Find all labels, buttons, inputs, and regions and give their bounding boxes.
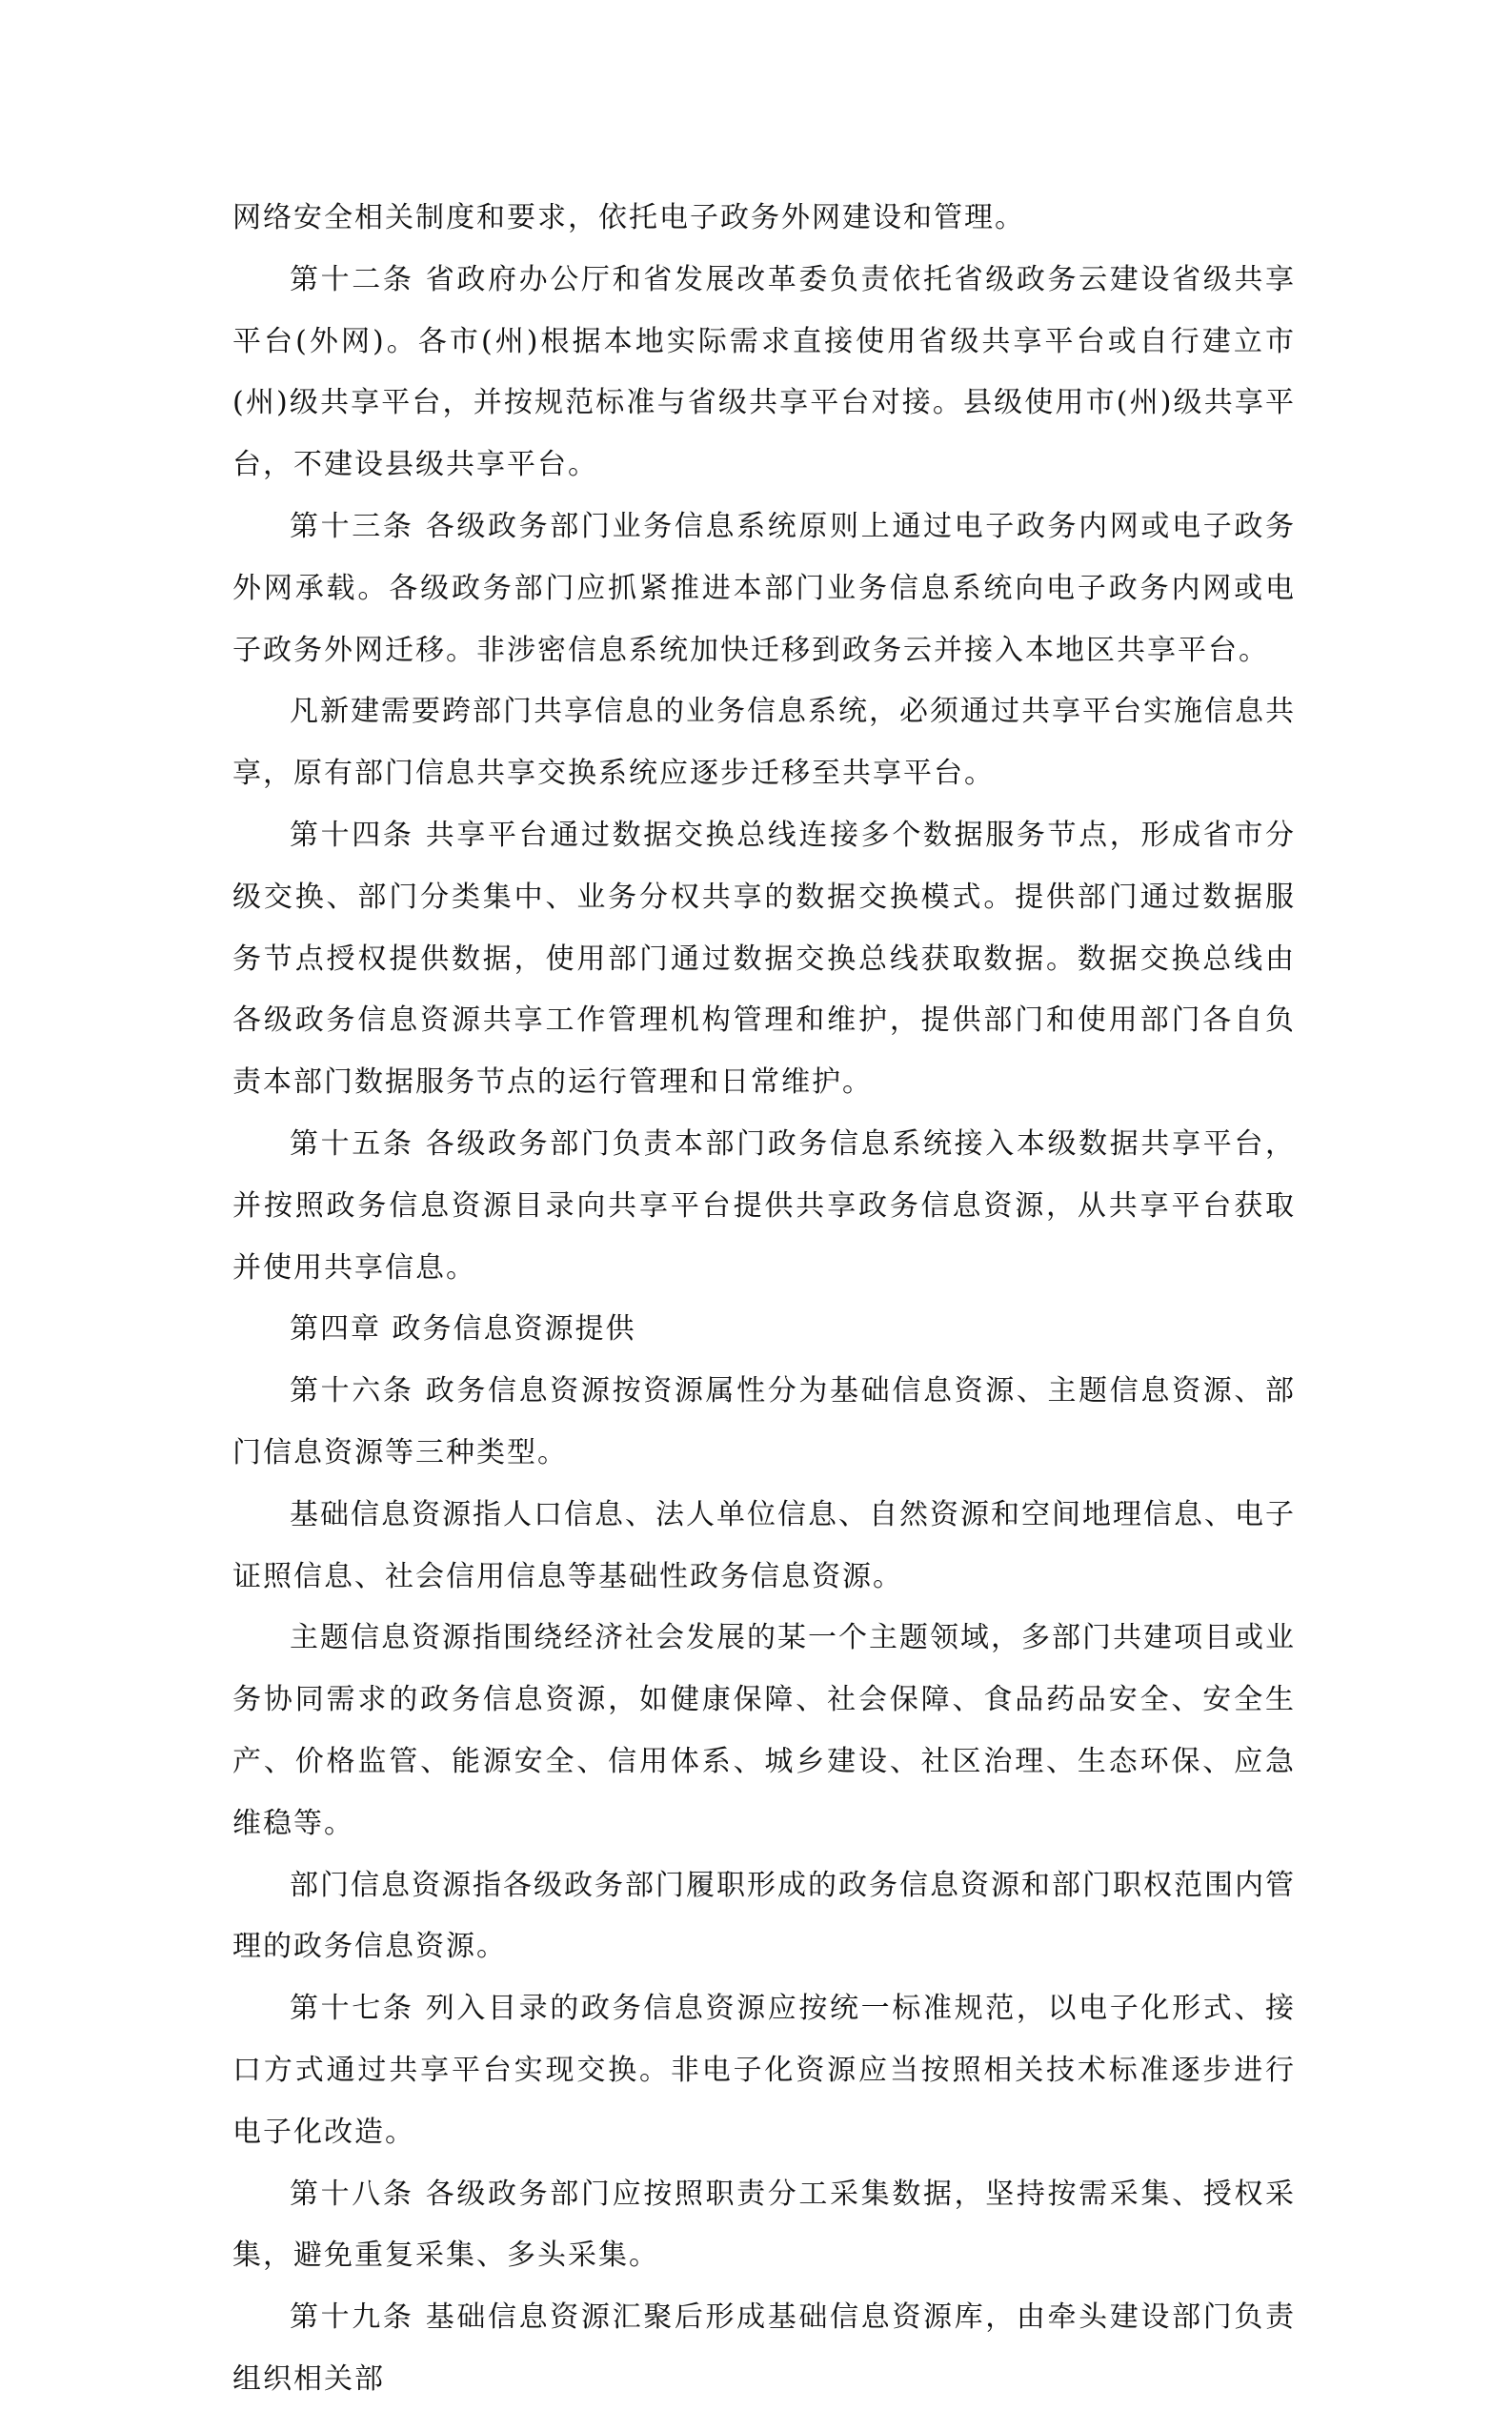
paragraph-article-12: 第十二条 省政府办公厅和省发展改革委负责依托省级政务云建设省级共享平台(外网)。各市(州)根据本地实际需求直接使用省级共享平台或自行建立市(州)级共享平台，并按规范标准与省级共享平台对接。县级使用市(州)级共享平台，不建设县级共享平台。: [232, 262, 1296, 482]
paragraph-article-17: 第十七条 列入目录的政务信息资源应按统一标准规范，以电子化形式、接口方式通过共享平台实现交换。非电子化资源应当按照相关技术标准逐步进行电子化改造。: [232, 1992, 1296, 2149]
paragraph-theme-resources: 主题信息资源指围绕经济社会发展的某一个主题领域，多部门共建项目或业务协同需求的政务信息资源，如健康保障、社会保障、食品药品安全、安全生产、价格监管、能源安全、信用体系、城乡建设、社区治理、生态环保、应急维稳等。: [232, 1621, 1296, 1840]
paragraph-basic-resources: 基础信息资源指人口信息、法人单位信息、自然资源和空间地理信息、电子证照信息、社会信用信息等基础性政务信息资源。: [232, 1497, 1296, 1593]
paragraph-department-resources: 部门信息资源指各级政务部门履职形成的政务信息资源和部门职权范围内管理的政务信息资源。: [232, 1868, 1296, 1964]
document-page: [232, 188, 1296, 2411]
chapter-heading-4: 第四章 政务信息资源提供: [290, 1312, 636, 1347]
paragraph-article-19: 第十九条 基础信息资源汇聚后形成基础信息资源库，由牵头建设部门负责组织相关部: [232, 2300, 1296, 2396]
paragraph-article-15: 第十五条 各级政务部门负责本部门政务信息系统接入本级数据共享平台，并按照政务信息资源目录向共享平台提供共享政务信息资源，从共享平台获取并使用共享信息。: [232, 1126, 1296, 1285]
paragraph-article-13-cont: 凡新建需要跨部门共享信息的业务信息系统，必须通过共享平台实施信息共享，原有部门信息共享交换系统应逐步迁移至共享平台。: [232, 695, 1296, 791]
paragraph-article-18: 第十八条 各级政务部门应按照职责分工采集数据，坚持按需采集、授权采集，避免重复采集、多头采集。: [232, 2177, 1296, 2273]
paragraph-article-16: 第十六条 政务信息资源按资源属性分为基础信息资源、主题信息资源、部门信息资源等三种类型。: [232, 1374, 1296, 1469]
paragraph-article-13: 第十三条 各级政务部门业务信息系统原则上通过电子政务内网或电子政务外网承载。各级政务部门应抓紧推进本部门业务信息系统向电子政务内网或电子政务外网迁移。非涉密信息系统加快迁移到政务云并接入本地区共享平台。: [232, 509, 1296, 667]
paragraph-continuation: 网络安全相关制度和要求，依托电子政务外网建设和管理。: [232, 201, 1025, 234]
paragraph-article-14: 第十四条 共享平台通过数据交换总线连接多个数据服务节点，形成省市分级交换、部门分类集中、业务分权共享的数据交换模式。提供部门通过数据服务节点授权提供数据，使用部门通过数据交换总线获取数据。数据交换总线由各级政务信息资源共享工作管理机构管理和维护，提供部门和使用部门各自负责本部门数据服务节点的运行管理和日常维护。: [232, 818, 1296, 1100]
